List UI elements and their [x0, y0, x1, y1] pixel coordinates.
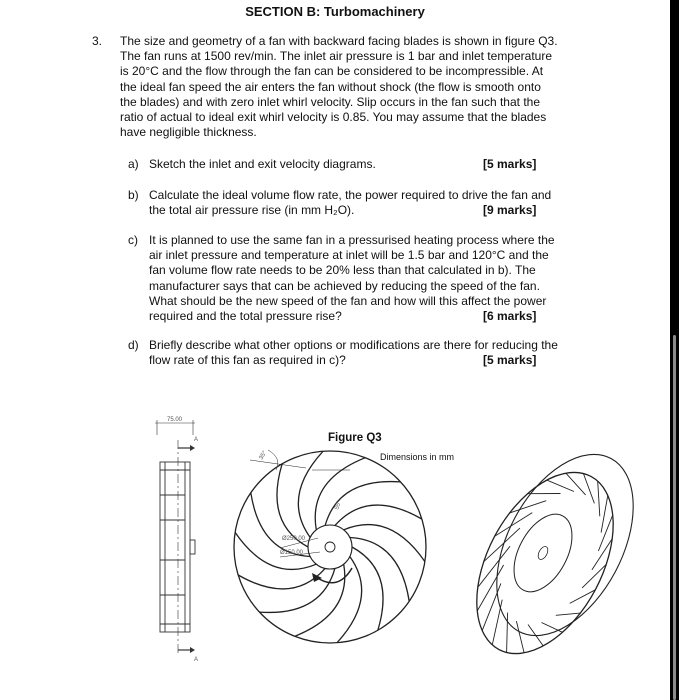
- figure-title: Figure Q3: [328, 432, 382, 444]
- inner-diameter-label: Ø150.00: [280, 550, 304, 556]
- intro-line: is 20°C and the flow through the fan can be considered to be incompressible. At: [120, 64, 544, 79]
- iso-fan-blade: [507, 613, 508, 653]
- part-c-line: required and the total pressure rise?: [149, 309, 342, 324]
- part-a-marks: [5 marks]: [483, 157, 537, 171]
- question-number: 3.: [92, 34, 103, 48]
- intro-line: The size and geometry of a fan with backward facing blades is shown in figure Q3.: [120, 34, 558, 48]
- iso-fan-blade: [566, 473, 586, 495]
- iso-fan-blade: [542, 623, 563, 633]
- fan-blade: [259, 568, 335, 612]
- fan-blade: [344, 525, 425, 562]
- iso-fan-blade: [598, 481, 600, 516]
- part-d-line: Briefly describe what other options or modifications are there for reducing the: [149, 338, 558, 352]
- iso-fan-blade: [482, 583, 501, 630]
- fan-side-view: [155, 420, 195, 655]
- part-b-letter: b): [128, 188, 139, 202]
- iso-fan-blade: [516, 621, 524, 653]
- intro-line: have negligible thickness.: [120, 125, 257, 140]
- fan-blade: [337, 557, 362, 643]
- part-c-line: air inlet pressure and temperature at inlet will be 1.5 bar and 120°C and the: [149, 248, 549, 263]
- part-c-line: manufacturer says that can be achieved by reducing the speed of the fan.: [149, 278, 540, 293]
- fan-blade: [350, 538, 409, 602]
- section-title: SECTION B: Turbomachinery: [245, 4, 425, 19]
- outer-blade-angle-label: 35°: [258, 450, 269, 461]
- fan-isometric-view: [449, 432, 662, 677]
- part-d-letter: d): [128, 338, 139, 352]
- section-marker-bottom: A: [194, 657, 199, 663]
- iso-fan-blade: [598, 515, 612, 551]
- fan-blade: [295, 564, 345, 636]
- part-c-line: What should be the new speed of the fan and how will this affect the power: [149, 293, 547, 308]
- width-dimension-label: 75.00: [167, 417, 183, 423]
- intro-line: ratio of actual to ideal exit whirl velocity is 0.85. You may assume that the blades: [120, 110, 547, 125]
- section-marker-top: A: [194, 437, 199, 443]
- part-b-line: Calculate the ideal volume flow rate, the power required to drive the fan and: [149, 188, 552, 202]
- part-b-line: the total air pressure rise (in mm H₂O).: [149, 203, 355, 218]
- outer-diameter-label: Ø250.00: [282, 536, 306, 542]
- fan-blade: [352, 547, 383, 630]
- fan-blade: [315, 458, 365, 530]
- part-c-line: It is planned to use the same fan in a pressurised heating process where the: [149, 233, 555, 247]
- intro-line: the ideal fan speed the air enters the fan without shock (the flow is smooth onto: [120, 79, 541, 94]
- iso-fan-blade: [556, 613, 581, 615]
- iso-fan-blade: [582, 564, 606, 588]
- part-a-letter: a): [128, 157, 139, 171]
- fan-blade: [335, 505, 422, 526]
- part-a-line: Sketch the inlet and exit velocity diagrams.: [149, 157, 376, 171]
- part-d-line: flow rate of this fan as required in c)?: [149, 353, 346, 368]
- iso-fan-blade: [547, 480, 574, 491]
- fan-front-view: [234, 450, 426, 643]
- inner-blade-angle-label: 55°: [334, 500, 343, 511]
- part-b-marks: [9 marks]: [483, 203, 537, 217]
- fan-blade: [277, 464, 308, 547]
- iso-fan-blade: [495, 513, 533, 537]
- scrollbar-thumb[interactable]: [673, 335, 676, 700]
- fan-blade: [251, 493, 310, 557]
- part-c-line: fan volume flow rate needs to be 20% less than that calculated in b). The: [149, 263, 536, 278]
- iso-fan-blade: [601, 495, 608, 532]
- iso-fan-blade: [492, 600, 502, 645]
- part-c-letter: c): [128, 233, 138, 247]
- intro-line: The fan runs at 1500 rev/min. The inlet air pressure is 1 bar and inlet temperature: [120, 49, 553, 64]
- part-c-marks: [6 marks]: [483, 309, 537, 323]
- figure-dimensions-note: Dimensions in mm: [380, 452, 455, 462]
- intro-line: the blades) and with zero inlet whirl velocity. Slip occurs in the fan such that the: [120, 94, 540, 109]
- part-d-marks: [5 marks]: [483, 353, 537, 367]
- fan-blade: [238, 568, 325, 589]
- fan-blade: [298, 451, 323, 537]
